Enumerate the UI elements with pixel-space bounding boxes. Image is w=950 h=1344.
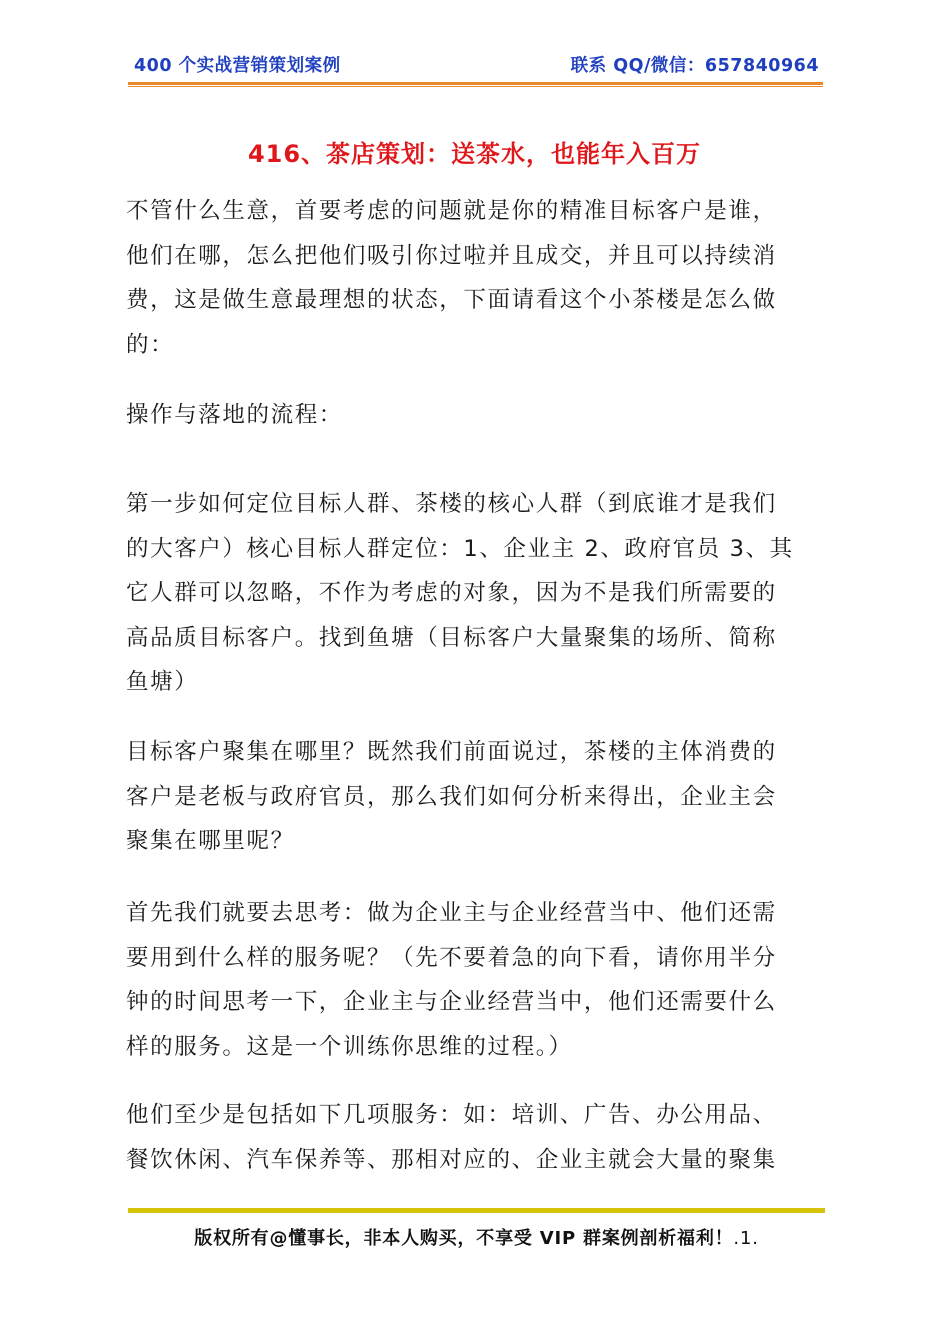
- paragraph-line: 的：: [126, 331, 175, 358]
- header-rule: [128, 82, 823, 85]
- paragraph-4: [126, 730, 826, 864]
- paragraph-line: 聚集在哪里呢？: [126, 828, 295, 854]
- paragraph-line: 不管什么生意，首要考虑的问题就是你的精准目标客户是谁，: [126, 198, 777, 224]
- document-title: 416、茶店策划：送茶水，也能年入百万: [247, 140, 702, 168]
- paragraph-line: 要用到什么样的服务呢？（先不要着急的向下看，请你用半分: [126, 944, 777, 971]
- page-footer: [128, 1224, 825, 1250]
- paragraph-line: 鱼塘）: [126, 669, 199, 695]
- paragraph-line: 钟的时间思考一下，企业主与企业经营当中，他们还需要什么: [126, 989, 777, 1015]
- header-rule-thin: [128, 86, 823, 87]
- paragraph-line: 第一步如何定位目标人群、茶楼的核心人群（到底谁才是我们: [126, 491, 777, 517]
- paragraph-line: 他们在哪，怎么把他们吸引你过啦并且成交，并且可以持续消: [126, 242, 777, 269]
- paragraph-line: 餐饮休闲、汽车保养等、那相对应的、企业主就会大量的聚集: [126, 1146, 777, 1173]
- footer-rule: [128, 1208, 825, 1213]
- paragraph-3: [126, 482, 826, 705]
- paragraph-line: 样的服务。这是一个训练你思维的过程。）: [126, 1033, 573, 1060]
- paragraph-line: 客户是老板与政府官员，那么我们如何分析来得出，企业主会: [126, 783, 777, 810]
- paragraph-line: 费，这是做生意最理想的状态，下面请看这个小茶楼是怎么做: [126, 287, 777, 313]
- paragraph-line: 他们至少是包括如下几项服务：如：培训、广告、办公用品、: [126, 1102, 777, 1128]
- paragraph-line: 的大客户）核心目标人群定位：1、企业主 2、政府官员 3、其: [126, 535, 794, 562]
- paragraph-line: 操作与落地的流程：: [126, 402, 343, 428]
- paragraph-line: 它人群可以忽略，不作为考虑的对象，因为不是我们所需要的: [126, 580, 777, 606]
- header-contact-text: 联系 QQ/微信：657840964: [570, 56, 819, 76]
- page-header: [128, 52, 821, 82]
- paragraph-1: [126, 189, 826, 367]
- paragraph-line: 首先我们就要去思考：做为企业主与企业经营当中、他们还需: [126, 900, 777, 926]
- paragraph-line: 目标客户聚集在哪里？既然我们前面说过，茶楼的主体消费的: [126, 739, 777, 765]
- paragraph-line: 高品质目标客户。找到鱼塘（目标客户大量聚集的场所、简称: [126, 624, 777, 651]
- paragraph-6: [126, 1093, 826, 1182]
- paragraph-5: [126, 891, 826, 1069]
- page-number: .1.: [733, 1228, 759, 1249]
- header-left-text: 400 个实战营销策划案例: [134, 56, 341, 76]
- footer-copyright-text: 版权所有@懂事长，非本人购买，不享受 VIP 群案例剖析福利！: [194, 1228, 734, 1249]
- paragraph-2: [126, 393, 826, 438]
